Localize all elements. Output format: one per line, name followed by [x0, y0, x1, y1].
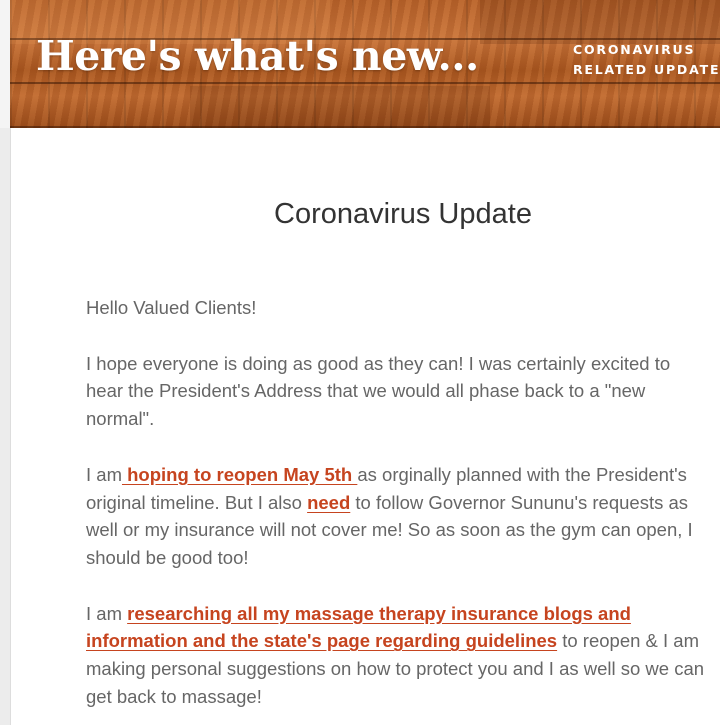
header-banner [10, 0, 720, 128]
paragraph-1: I hope everyone is doing as good as they can! I was certainly excited to hear the President's Address that we would all phase back to a "new normal". [86, 352, 671, 430]
email-body [11, 128, 720, 725]
paragraph-2-text-3: to follow Governor Sununu's requests as well or my insurance will not cover me! So as soon as the gym can open, I should be good too! [86, 491, 693, 568]
banner-tagline [573, 40, 720, 80]
paragraph-2 [86, 461, 711, 572]
tagline-line-1: CORONAVIRUS [573, 42, 696, 57]
left-margin [0, 128, 11, 725]
wood-plank [480, 0, 720, 44]
paragraph-2-text-2: as orginally planned with the President's original timeline. But I also [86, 463, 687, 513]
tagline-line-2: RELATED UPDATE [573, 62, 720, 77]
banner-title: Here's what's new... [36, 32, 479, 80]
email-content [86, 294, 711, 725]
paragraph-3 [86, 600, 711, 711]
paragraph-3-text-2: to reopen & I am making personal suggestions on how to protect you and I as well so we can get back to massage! [86, 630, 705, 707]
need-link[interactable]: need [307, 491, 351, 513]
research-guidelines-link[interactable]: researching all my massage therapy insurance blogs and information and the state's page regarding guidelines [86, 602, 631, 652]
page-title: Coronavirus Update [274, 198, 532, 230]
reopen-date-link[interactable]: hoping to reopen May 5th [121, 463, 358, 485]
greeting: Hello Valued Clients! [86, 297, 257, 318]
paragraph-2-text-1: I am [86, 463, 122, 485]
paragraph-3-text-1: I am [86, 602, 128, 624]
wood-plank [190, 86, 490, 128]
